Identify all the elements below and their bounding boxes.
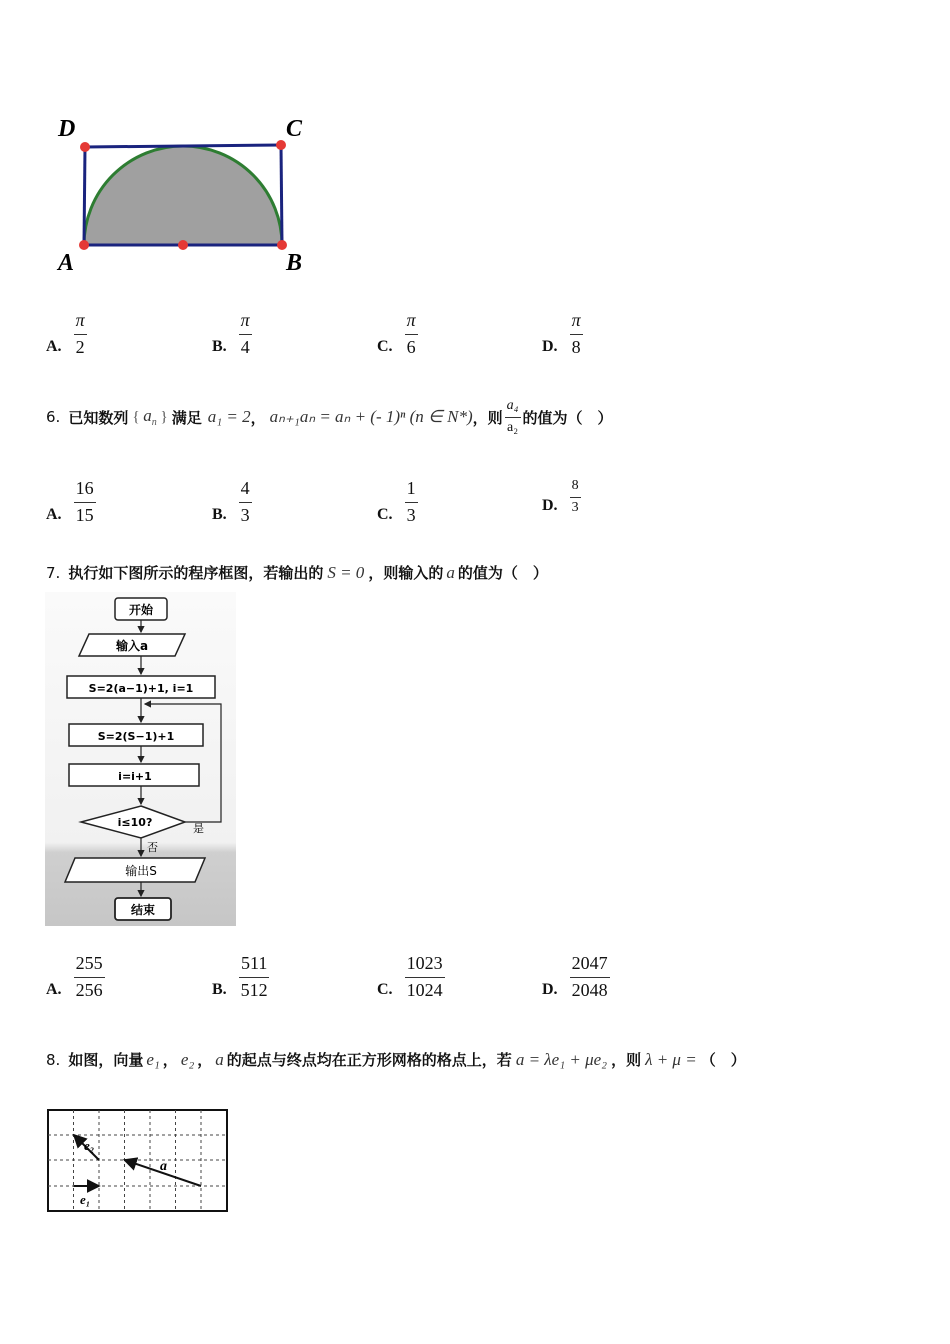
semicircle-region [84, 146, 282, 245]
flow-start: 开始 [128, 603, 154, 617]
q6-text-4: 的值为（ ） [522, 408, 613, 427]
q8-expr: a = λe₁ + μe₂ [515, 1050, 608, 1069]
q7-text-2: ，则输入的 [368, 564, 444, 582]
flow-init: S=2(a−1)+1, i=1 [88, 682, 194, 695]
flow-output: 输出S [125, 864, 157, 878]
option-key: B. [212, 338, 227, 356]
label-e1: e₁ [80, 1192, 91, 1207]
q7-text-1: 执行如下图所示的程序框图，若输出的 [68, 564, 324, 582]
q6-option-d[interactable] [542, 478, 581, 517]
flow-loop-line [145, 704, 221, 822]
option-key: B. [212, 506, 227, 524]
question-number: 6. [46, 408, 61, 427]
q8-sep-1: ， [162, 1051, 178, 1069]
q6-text-2: 满足 [171, 408, 202, 427]
q6-options [0, 478, 950, 538]
option-fraction: $\frac{1}{3}$ [406, 478, 416, 525]
edge-CB [281, 145, 282, 245]
edge-DC [85, 145, 281, 147]
label-D: D [58, 116, 76, 142]
flow-input: 输入a [115, 639, 149, 653]
option-key: D. [542, 496, 558, 514]
q8-expr-2: λ + μ = [645, 1050, 697, 1069]
option-fraction: $\frac{\pi}{6}$ [406, 310, 416, 357]
edge-AD [84, 147, 85, 245]
question-number: 7. [46, 564, 61, 582]
q6-condition-2: aₙ₊₁aₙ = aₙ + (- 1)ⁿ (n ∈ N*) [269, 407, 473, 427]
option-fraction: $\frac{\pi}{4}$ [240, 310, 250, 357]
q6-text-3: ，则 [472, 408, 503, 427]
option-fraction: $\frac{2047}{2048}$ [571, 953, 608, 1000]
q8-a: a [215, 1050, 224, 1069]
q5-option-d[interactable] [542, 310, 583, 358]
q7-option-d[interactable] [542, 953, 610, 1001]
option-key: A. [46, 981, 62, 999]
flowchart-diagram [45, 592, 236, 926]
q7-option-c[interactable] [377, 953, 445, 1001]
q6-text-1: 已知数列 [68, 408, 129, 427]
option-fraction: $\frac{\pi}{2}$ [75, 310, 85, 357]
q6-option-b[interactable] [212, 478, 252, 526]
option-fraction: $\frac{4}{3}$ [240, 478, 250, 525]
point-A [79, 240, 89, 250]
q7-options [0, 953, 950, 1013]
flow-yes: 是 [193, 822, 204, 835]
option-key: C. [377, 338, 393, 356]
q5-option-a[interactable] [46, 310, 87, 358]
q8-text-2: 的起点与终点均在正方形网格的格点上，若 [226, 1051, 512, 1069]
point-C [276, 140, 286, 150]
q8-text-4: （ ） [700, 1051, 746, 1069]
q7-expr: S = 0 [327, 563, 365, 582]
q6-option-a[interactable] [46, 478, 96, 526]
vector-grid-figure [46, 1108, 230, 1214]
point-B [277, 240, 287, 250]
semicircle-figure [50, 110, 340, 285]
option-fraction: $\frac{1023}{1024}$ [406, 953, 443, 1000]
option-key: A. [46, 506, 62, 524]
flowchart [45, 592, 236, 926]
option-fraction: $\frac{8}{3}$ [571, 478, 579, 515]
option-fraction: $\frac{255}{256}$ [75, 953, 103, 1000]
q8-text-3: ，则 [611, 1051, 642, 1069]
q7-option-a[interactable] [46, 953, 105, 1001]
q6-option-c[interactable] [377, 478, 418, 526]
point-center [178, 240, 188, 250]
option-key: B. [212, 981, 227, 999]
option-key: C. [377, 506, 393, 524]
label-A: A [58, 250, 75, 276]
option-fraction: $\frac{\pi}{8}$ [571, 310, 581, 357]
option-key: D. [542, 981, 558, 999]
q6-sequence: { $a_n$ } [132, 406, 168, 429]
q6-comma: ， [250, 408, 266, 427]
option-key: A. [46, 338, 62, 356]
q8-e1: e₁ [146, 1050, 160, 1069]
option-key: C. [377, 981, 393, 999]
label-B: B [286, 250, 303, 276]
option-key: D. [542, 338, 558, 356]
q5-option-c[interactable] [377, 310, 418, 358]
label-a: a [160, 1159, 167, 1174]
q7-text-3: 的值为（ ） [457, 564, 548, 582]
q8-sep-2: ， [197, 1051, 213, 1069]
q8-text-1: 如图，向量 [68, 1051, 144, 1069]
vector-grid-diagram [46, 1108, 230, 1214]
q6-ratio: $\frac{\text{a₄}}{\text{a₂}}$ [506, 398, 519, 435]
label-e2: e₂ [84, 1138, 95, 1153]
semicircle-diagram [50, 110, 340, 285]
q8-e2: e₂ [180, 1050, 195, 1069]
q6-condition-1: a₁ = 2 [207, 407, 251, 427]
question-number: 8. [46, 1051, 61, 1069]
point-D [80, 142, 90, 152]
option-fraction: $\frac{16}{15}$ [75, 478, 94, 525]
option-fraction: $\frac{511}{512}$ [240, 953, 268, 1000]
q5-options [0, 310, 950, 370]
question-6 [46, 398, 613, 437]
flow-step2: i=i+1 [118, 770, 152, 783]
flow-cond: i≤10? [117, 816, 153, 829]
flow-no: 否 [147, 841, 158, 854]
flow-step1: S=2(S−1)+1 [97, 730, 175, 743]
q5-option-b[interactable] [212, 310, 252, 358]
q7-option-b[interactable] [212, 953, 270, 1001]
question-7 [46, 562, 548, 583]
label-C: C [286, 116, 303, 142]
q7-var: a [446, 563, 455, 582]
question-8 [46, 1049, 746, 1070]
flow-end: 结束 [130, 903, 156, 917]
